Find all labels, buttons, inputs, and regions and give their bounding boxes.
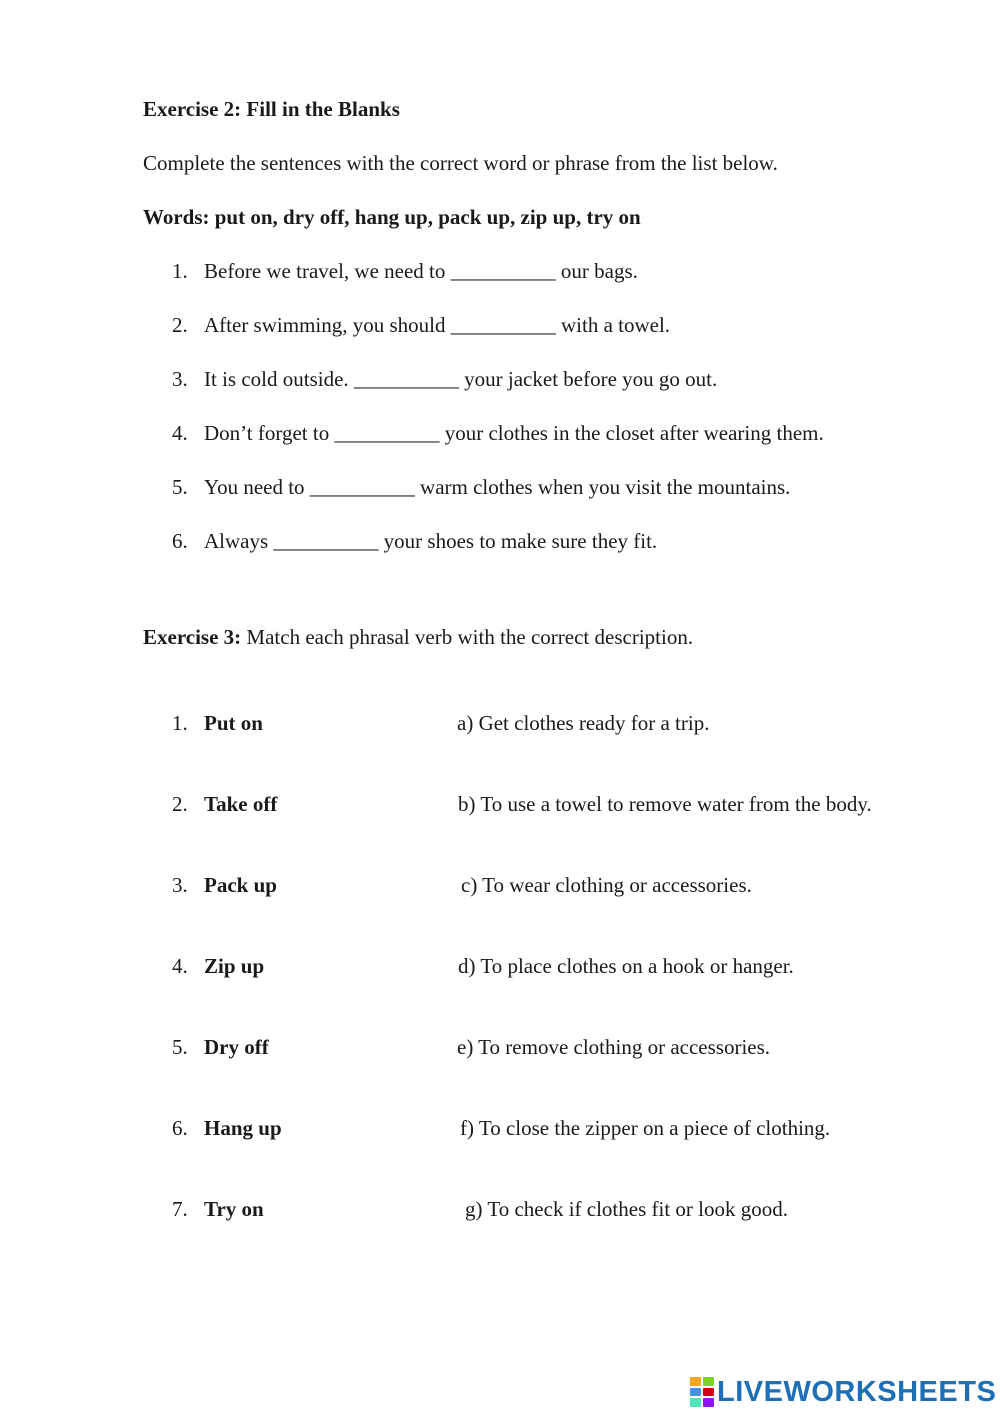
exercise-3-instructions: Match each phrasal verb with the correct description. bbox=[241, 625, 694, 649]
fill-blank-sentence: Before we travel, we need to __________ our bags. bbox=[204, 259, 638, 283]
match-description: d) To place clothes on a hook or hanger. bbox=[458, 954, 794, 978]
match-verb: Take off bbox=[204, 792, 278, 816]
exercise-2-title: Exercise 2: Fill in the Blanks bbox=[143, 97, 400, 121]
match-number: 4. bbox=[172, 954, 188, 978]
exercise-2-instructions: Complete the sentences with the correct word or phrase from the list below. bbox=[143, 151, 778, 175]
match-number: 2. bbox=[172, 792, 188, 816]
match-verb: Try on bbox=[204, 1197, 264, 1221]
fill-blank-number: 1. bbox=[172, 259, 188, 283]
match-number: 1. bbox=[172, 711, 188, 735]
liveworksheets-logo-icon bbox=[690, 1377, 714, 1407]
exercise-3-label: Exercise 3: bbox=[143, 625, 242, 649]
match-description: f) To close the zipper on a piece of clothing. bbox=[460, 1116, 831, 1140]
logo-text: LIVEWORKSHEETS bbox=[717, 1375, 997, 1408]
match-verb: Pack up bbox=[204, 873, 277, 897]
fill-blank-sentence: After swimming, you should __________ with a towel. bbox=[204, 313, 671, 337]
match-description: e) To remove clothing or accessories. bbox=[457, 1035, 771, 1059]
match-verb: Dry off bbox=[204, 1035, 269, 1059]
fill-blank-number: 5. bbox=[172, 475, 188, 499]
match-verb: Zip up bbox=[204, 954, 265, 978]
fill-blank-sentence: It is cold outside. __________ your jacket before you go out. bbox=[204, 367, 718, 391]
match-verb: Hang up bbox=[204, 1116, 282, 1140]
match-verb: Put on bbox=[204, 711, 263, 735]
fill-blank-sentence: Always __________ your shoes to make sure they fit. bbox=[204, 529, 658, 553]
fill-blank-sentence: You need to __________ warm clothes when you visit the mountains. bbox=[204, 475, 791, 499]
word-bank: Words: put on, dry off, hang up, pack up, zip up, try on bbox=[143, 205, 641, 229]
match-description: c) To wear clothing or accessories. bbox=[461, 873, 752, 897]
match-number: 3. bbox=[172, 873, 188, 897]
fill-blank-sentence: Don’t forget to __________ your clothes in the closet after wearing them. bbox=[204, 421, 824, 445]
exercise-3-heading bbox=[143, 624, 693, 650]
fill-blank-number: 6. bbox=[172, 529, 188, 553]
fill-blank-number: 2. bbox=[172, 313, 188, 337]
match-number: 6. bbox=[172, 1116, 188, 1140]
match-description: b) To use a towel to remove water from the body. bbox=[458, 792, 872, 816]
fill-blank-number: 3. bbox=[172, 367, 188, 391]
match-number: 5. bbox=[172, 1035, 188, 1059]
match-description: g) To check if clothes fit or look good. bbox=[465, 1197, 788, 1221]
match-description: a) Get clothes ready for a trip. bbox=[457, 711, 710, 735]
match-number: 7. bbox=[172, 1197, 188, 1221]
liveworksheets-logo bbox=[690, 1372, 996, 1412]
fill-blank-number: 4. bbox=[172, 421, 188, 445]
